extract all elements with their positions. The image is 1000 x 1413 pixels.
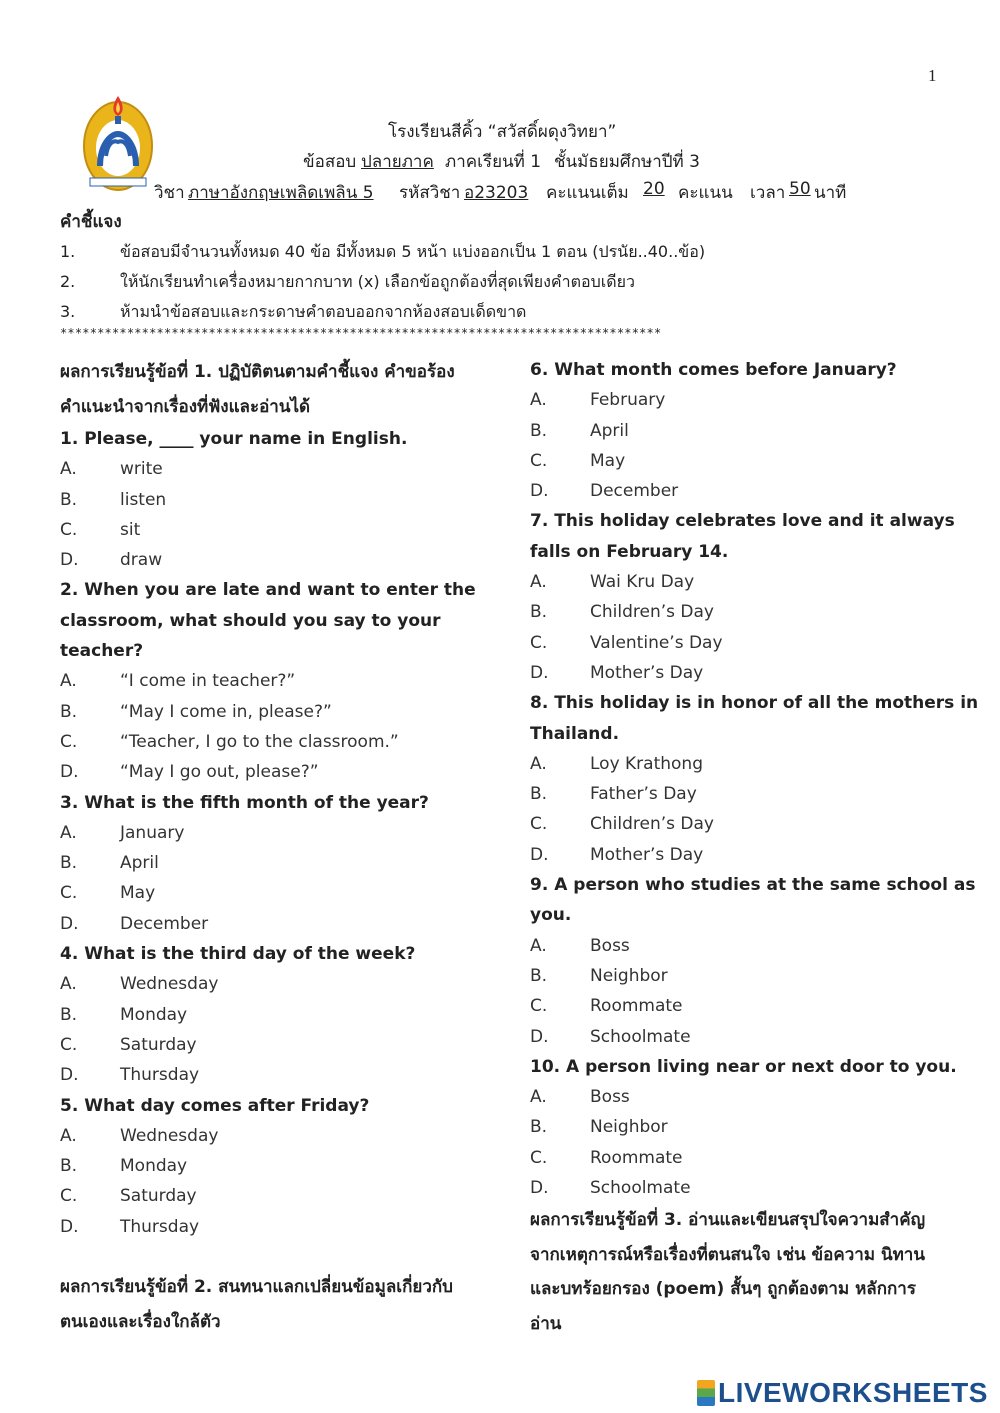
question-text: 10. A person living near or next door to you.	[530, 1056, 957, 1077]
option-text: Wednesday	[120, 1125, 219, 1146]
option-letter: B.	[530, 602, 548, 623]
code-label: รหัสวิชา	[399, 183, 461, 203]
option-text: Roommate	[590, 1147, 683, 1168]
answer-option[interactable]	[530, 567, 950, 597]
option-text: Mother’s Day	[590, 844, 704, 865]
answer-option[interactable]	[60, 697, 480, 727]
answer-option[interactable]	[530, 658, 950, 688]
right-column	[530, 355, 979, 1341]
liveworksheets-logo-icon	[697, 1380, 715, 1406]
option-letter: B.	[530, 965, 548, 986]
answer-option[interactable]	[60, 1060, 480, 1090]
option-text: Monday	[120, 1156, 188, 1177]
question-text: 6. What month comes before January?	[530, 360, 897, 380]
answer-option[interactable]	[60, 454, 480, 484]
option-text: draw	[120, 550, 163, 571]
option-text: Mother’s Day	[590, 662, 704, 683]
answer-option[interactable]	[60, 1181, 480, 1211]
option-text: Children’s Day	[590, 814, 714, 835]
option-text: Father’s Day	[590, 784, 697, 805]
answer-option[interactable]	[530, 1173, 950, 1203]
option-letter: B.	[530, 784, 548, 805]
option-text: sit	[120, 519, 141, 540]
answer-option[interactable]	[60, 969, 480, 999]
answer-option[interactable]	[60, 545, 480, 575]
question-text: 2. When you are late and want to enter the	[60, 580, 476, 601]
answer-option[interactable]	[530, 628, 950, 658]
option-letter: B.	[530, 420, 548, 441]
option-text: Wai Kru Day	[590, 572, 695, 593]
grade: ชั้นมัธยมศึกษาปีที่ 3	[554, 152, 700, 172]
exam-prefix: ข้อสอบ	[303, 152, 357, 172]
question-text: 5. What day comes after Friday?	[60, 1095, 370, 1116]
answer-option[interactable]	[60, 878, 480, 908]
answer-option[interactable]	[530, 446, 950, 476]
option-letter: B.	[60, 489, 78, 510]
exam-type: ปลายภาค	[361, 152, 434, 172]
option-letter: A.	[530, 572, 547, 593]
option-letter: C.	[60, 883, 78, 904]
option-letter: D.	[530, 1178, 549, 1199]
learning-objective: จากเหตุการณ์หรือเรื่องที่ตนสนใจ เช่น ข้อความ นิทาน	[530, 1244, 925, 1265]
answer-option[interactable]	[60, 1030, 480, 1060]
option-text: Neighbor	[590, 965, 668, 986]
liveworksheets-watermark: LIVEWORKSHEETS	[697, 1377, 988, 1409]
option-letter: A.	[60, 974, 77, 995]
page-number: 1	[928, 66, 937, 85]
option-text: “I come in teacher?”	[120, 671, 296, 692]
option-letter: A.	[60, 459, 77, 480]
option-letter: D.	[60, 1216, 79, 1237]
question-text: 4. What is the third day of the week?	[60, 944, 416, 965]
answer-option[interactable]	[530, 1112, 950, 1142]
answer-option[interactable]	[530, 809, 950, 839]
option-letter: D.	[60, 1065, 79, 1086]
answer-option[interactable]	[60, 666, 480, 696]
answer-option[interactable]	[530, 931, 950, 961]
answer-option[interactable]	[530, 385, 950, 415]
option-letter: A.	[530, 1087, 547, 1108]
option-letter: D.	[530, 844, 549, 865]
option-text: Saturday	[120, 1034, 197, 1055]
question-text: falls on February 14.	[530, 541, 729, 562]
answer-option[interactable]	[530, 961, 950, 991]
learning-objective: คำแนะนำจากเรื่องที่ฟังและอ่านได้	[60, 396, 311, 417]
option-text: Boss	[590, 935, 630, 956]
question-text: you.	[530, 905, 572, 926]
separator: *********************************************************************************	[60, 326, 662, 340]
option-letter: A.	[530, 753, 547, 774]
answer-option[interactable]	[60, 1000, 480, 1030]
instructions-title: คำชี้แจง	[60, 212, 122, 232]
option-text: Children’s Day	[590, 602, 714, 623]
answer-option[interactable]	[530, 749, 950, 779]
instruction-item: 2. ให้นักเรียนทำเครื่องหมายกากบาท (x) เลือกข้อถูกต้องที่สุดเพียงคำตอบเดียว	[60, 272, 635, 291]
option-letter: D.	[60, 913, 79, 934]
option-text: listen	[120, 489, 167, 510]
learning-objective: ผลการเรียนรู้ข้อที่ 1. ปฏิบัติตนตามคำชี้แจง คำขอร้อง	[60, 362, 455, 382]
subject-name: ภาษาอังกฤษเพลิดเพลิน 5	[188, 183, 374, 203]
answer-option[interactable]	[530, 840, 950, 870]
option-letter: D.	[530, 662, 549, 683]
school-name: โรงเรียนสีคิ้ว “สวัสดิ์ผดุงวิทยา”	[388, 122, 617, 142]
answer-option[interactable]	[60, 485, 480, 515]
option-text: May	[120, 883, 156, 904]
learning-objective: และบทร้อยกรอง (poem) สั้นๆ ถูกต้องตาม หลักการ	[530, 1279, 916, 1300]
answer-option[interactable]	[60, 757, 480, 787]
option-letter: D.	[530, 481, 549, 502]
time-label: เวลา	[750, 183, 786, 203]
option-text: write	[120, 459, 163, 480]
option-text: “May I go out, please?”	[120, 762, 319, 783]
left-column	[60, 355, 480, 1339]
option-letter: D.	[60, 762, 79, 783]
full-score: 20	[643, 179, 665, 199]
answer-option[interactable]	[60, 515, 480, 545]
option-text: December	[590, 481, 679, 502]
option-text: “Teacher, I go to the classroom.”	[120, 731, 399, 752]
question-text: teacher?	[60, 641, 144, 662]
option-text: Schoolmate	[590, 1178, 691, 1199]
subject-code: อ23203	[464, 183, 529, 203]
option-letter: B.	[60, 853, 78, 874]
option-letter: B.	[60, 701, 78, 722]
option-letter: B.	[60, 1156, 78, 1177]
option-letter: C.	[530, 814, 548, 835]
semester: ภาคเรียนที่ 1	[445, 152, 542, 172]
answer-option[interactable]	[530, 416, 950, 446]
option-text: December	[120, 913, 209, 934]
option-text: Monday	[120, 1004, 188, 1025]
answer-option[interactable]	[60, 727, 480, 757]
score-label: คะแนนเต็ม	[546, 183, 629, 203]
option-letter: B.	[530, 1117, 548, 1138]
learning-objective: อ่าน	[530, 1313, 562, 1334]
option-text: Thursday	[120, 1065, 200, 1086]
subject-label: วิชา	[154, 183, 185, 203]
option-letter: C.	[530, 1147, 548, 1168]
option-text: April	[120, 853, 159, 874]
option-letter: A.	[60, 671, 77, 692]
question-text: classroom, what should you say to your	[60, 610, 441, 631]
time-unit: นาที	[814, 183, 847, 203]
option-text: May	[590, 450, 626, 471]
option-letter: B.	[60, 1004, 78, 1025]
instruction-item: 1. ข้อสอบมีจำนวนทั้งหมด 40 ข้อ มีทั้งหมด 5 หน้า แบ่งออกเป็น 1 ตอน (ปรนัย..40..ข้อ)	[60, 242, 706, 261]
question-text: 8. This holiday is in honor of all the mothers in	[530, 693, 979, 714]
question-text: 1. Please, ____ your name in English.	[60, 429, 408, 449]
question-text: 9. A person who studies at the same school as	[530, 875, 976, 896]
option-letter: C.	[60, 731, 78, 752]
option-letter: A.	[60, 822, 77, 843]
option-text: Loy Krathong	[590, 753, 703, 774]
option-letter: C.	[60, 1186, 78, 1207]
option-letter: C.	[60, 519, 78, 540]
answer-option[interactable]	[60, 848, 480, 878]
option-letter: D.	[530, 1026, 549, 1047]
answer-option[interactable]	[60, 909, 480, 939]
instruction-item: 3. ห้ามนำข้อสอบและกระดาษคำตอบออกจากห้องสอบเด็ดขาด	[60, 302, 527, 321]
learning-objective: ผลการเรียนรู้ข้อที่ 2. สนทนาแลกเปลี่ยนข้อมูลเกี่ยวกับ	[60, 1277, 453, 1298]
option-letter: C.	[60, 1034, 78, 1055]
answer-option[interactable]	[60, 1212, 480, 1242]
option-text: “May I come in, please?”	[120, 701, 332, 722]
option-letter: C.	[530, 996, 548, 1017]
answer-option[interactable]	[530, 1082, 950, 1112]
option-text: Roommate	[590, 996, 683, 1017]
time-value: 50	[789, 179, 811, 199]
answer-option[interactable]	[60, 1151, 480, 1181]
question-text: 7. This holiday celebrates love and it always	[530, 511, 955, 532]
option-text: January	[120, 822, 185, 843]
school-logo	[80, 86, 156, 196]
answer-option[interactable]	[530, 597, 950, 627]
option-letter: A.	[530, 935, 547, 956]
option-text: Thursday	[120, 1216, 200, 1237]
option-text: Valentine’s Day	[590, 632, 723, 653]
option-letter: A.	[530, 390, 547, 411]
learning-objective: ตนเองและเรื่องใกล้ตัว	[60, 1311, 221, 1332]
option-letter: C.	[530, 632, 548, 653]
option-text: February	[590, 390, 666, 411]
option-letter: A.	[60, 1125, 77, 1146]
learning-objective: ผลการเรียนรู้ข้อที่ 3. อ่านและเขียนสรุปใจความสำคัญ	[530, 1210, 926, 1231]
option-letter: D.	[60, 550, 79, 571]
answer-option[interactable]	[60, 818, 480, 848]
question-text: 3. What is the fifth month of the year?	[60, 792, 429, 813]
option-text: Neighbor	[590, 1117, 668, 1138]
option-letter: C.	[530, 450, 548, 471]
question-text: Thailand.	[530, 723, 620, 744]
option-text: April	[590, 420, 629, 441]
answer-option[interactable]	[530, 991, 950, 1021]
option-text: Boss	[590, 1087, 630, 1108]
answer-option[interactable]	[60, 1121, 480, 1151]
option-text: Schoolmate	[590, 1026, 691, 1047]
answer-option[interactable]	[530, 1022, 950, 1052]
option-text: Wednesday	[120, 974, 219, 995]
option-text: Saturday	[120, 1186, 197, 1207]
answer-option[interactable]	[530, 476, 950, 506]
spacer	[60, 1242, 480, 1270]
score-unit: คะแนน	[678, 183, 733, 203]
answer-option[interactable]	[530, 1143, 950, 1173]
answer-option[interactable]	[530, 779, 950, 809]
